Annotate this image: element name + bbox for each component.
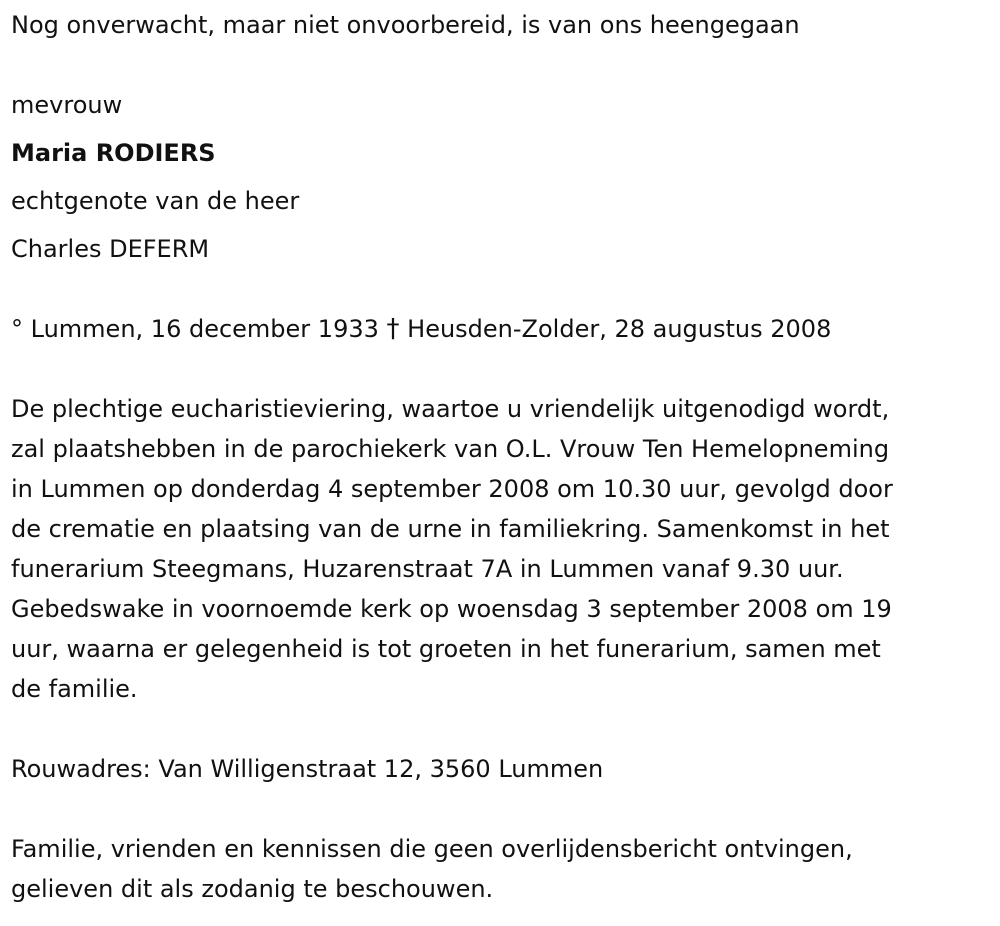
ceremony-line: funerarium Steegmans, Huzarenstraat 7A in Lummen vanaf 9.30 uur. [11,555,844,583]
mourning-address: Rouwadres: Van Willigenstraat 12, 3560 Lummen [11,755,604,783]
ceremony-paragraph [11,389,991,709]
relation-text: echtgenote van de heer [11,187,300,215]
cross-icon: † [386,314,400,344]
deceased-name: Maria RODIERS [11,139,216,167]
birth-info: Lummen, 16 december 1933 [30,315,379,343]
birth-symbol: ° [11,315,23,343]
ceremony-line: zal plaatshebben in de parochiekerk van O.L. Vrouw Ten Hemelopneming [11,435,890,463]
intro-text: Nog onverwacht, maar niet onvoorbereid, is van ons heengegaan [11,11,800,39]
ceremony-line: Gebedswake in voornoemde kerk op woensdag 3 september 2008 om 19 [11,595,892,623]
closing-line: gelieven dit als zodanig te beschouwen. [11,875,494,903]
title-prefix: mevrouw [11,91,123,119]
ceremony-line: De plechtige eucharistieviering, waartoe u vriendelijk uitgenodigd wordt, [11,395,890,423]
ceremony-line: de crematie en plaatsing van de urne in familiekring. Samenkomst in het [11,515,890,543]
ceremony-line: uur, waarna er gelegenheid is tot groeten in het funerarium, samen met [11,635,881,663]
ceremony-line: de familie. [11,675,138,703]
ceremony-line: in Lummen op donderdag 4 september 2008 om 10.30 uur, gevolgd door [11,475,893,503]
spouse-name: Charles DEFERM [11,235,210,263]
birth-death-line [11,313,831,345]
closing-paragraph [11,829,991,909]
death-info: Heusden-Zolder, 28 augustus 2008 [407,315,832,343]
closing-line: Familie, vrienden en kennissen die geen overlijdensbericht ontvingen, [11,835,853,863]
